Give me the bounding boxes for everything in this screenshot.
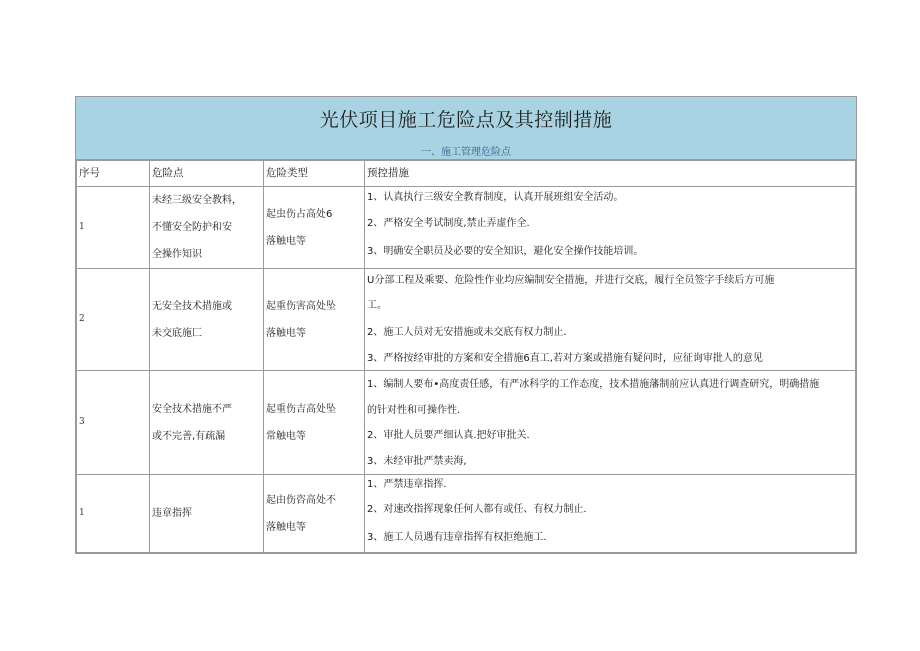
document-title: 光伏项目施工危险点及其控制措施 <box>319 109 613 131</box>
section-subtitle: 一、施工管理危险点 <box>421 147 511 158</box>
type-line: 起重伤吉高处坠 <box>266 403 336 415</box>
hazard-line: 安全技术措施不严 <box>152 403 232 415</box>
measure-line: 的针对性和可操作性. <box>367 405 461 416</box>
measure-line: 2、对速改指挥现象任何人都有或任、有权力制止. <box>367 504 587 515</box>
measure-line: 3、未经审批严禁卖海, <box>367 456 467 467</box>
type-line: 常触电等 <box>266 430 306 442</box>
hazard-cell <box>150 475 264 553</box>
column-header-measures: 预控措施 <box>365 161 856 187</box>
measure-line: 3、施工人员遇有违章指挥有权拒绝施工. <box>367 532 547 543</box>
measure-line: U分部工程及乘要、危险性作业均应编制安全措施，并进行交底，履行全员签字手续后方可施 <box>367 275 775 286</box>
hazard-line: 违章指挥 <box>152 508 192 519</box>
hazard-line: 或不完善,有疏漏 <box>152 430 226 442</box>
type-line: 落触电等 <box>266 235 306 247</box>
table-row <box>77 269 856 371</box>
seq-cell: 3 <box>77 371 150 475</box>
measure-line: 3、明确安全职员及必要的安全知识，避化安全操作技能培训。 <box>367 246 644 257</box>
hazard-cell <box>150 371 264 475</box>
column-header-hazard: 危险点 <box>150 161 264 187</box>
measure-line: 1、编制人要布•高度责任感，有严冰科学的工作态度，技术措施藩制前应认真进行调查研究，明确措施 <box>367 379 820 390</box>
hazard-sheet <box>75 96 857 554</box>
hazard-line: 未经三级安全教料， <box>152 195 242 206</box>
measure-line: 3、严格按经审批的方案和安全措施6直工,若对方案或措施有疑问时，应征询审批人的意见 <box>367 353 763 364</box>
seq-cell: 1 <box>77 475 150 553</box>
measure-line: 2、审批人员要严细认真.把好审批关. <box>367 430 530 441</box>
table-row <box>77 187 856 269</box>
hazard-type-cell <box>264 269 365 371</box>
seq-cell: 2 <box>77 269 150 371</box>
hazard-line: 未交底施匚 <box>152 327 202 339</box>
seq-cell: 1 <box>77 187 150 269</box>
type-line: 落触电等 <box>266 327 306 339</box>
measures-cell <box>365 371 856 475</box>
hazard-type-cell <box>264 371 365 475</box>
type-line: 起由伤咨高处不 <box>266 494 336 506</box>
table-row <box>77 371 856 475</box>
hazard-line: 不懂安全防护和安 <box>152 222 232 233</box>
measure-line: 1、严禁违章指挥. <box>367 479 447 490</box>
hazard-line: 无安全技术措施或 <box>152 300 232 312</box>
column-header-type: 危险类型 <box>264 161 365 187</box>
measures-cell <box>365 475 856 553</box>
hazard-cell <box>150 187 264 269</box>
type-line: 起重伤害高处坠 <box>266 300 336 312</box>
measure-line: 工。 <box>367 300 387 311</box>
hazard-type-cell <box>264 475 365 553</box>
measures-cell <box>365 187 856 269</box>
hazard-cell <box>150 269 264 371</box>
hazard-line: 全操作知识 <box>152 249 202 260</box>
title-banner <box>76 97 856 160</box>
measures-cell <box>365 269 856 371</box>
hazard-type-cell <box>264 187 365 269</box>
measure-line: 2、严格安全考试制度,禁止弄虚作全. <box>367 218 530 229</box>
hazard-table <box>76 160 856 553</box>
type-line: 落触电等 <box>266 521 306 533</box>
measure-line: 2、施工人员对无安措施或未交底有权力制止. <box>367 327 567 338</box>
type-line: 起虫伤占高处6 <box>266 208 333 220</box>
table-header-row <box>77 161 856 187</box>
table-row <box>77 475 856 553</box>
column-header-seq: 序号 <box>77 161 150 187</box>
measure-line: 1、认真执行三级安全教育制度，认真开展班组安全活动。 <box>367 192 624 203</box>
